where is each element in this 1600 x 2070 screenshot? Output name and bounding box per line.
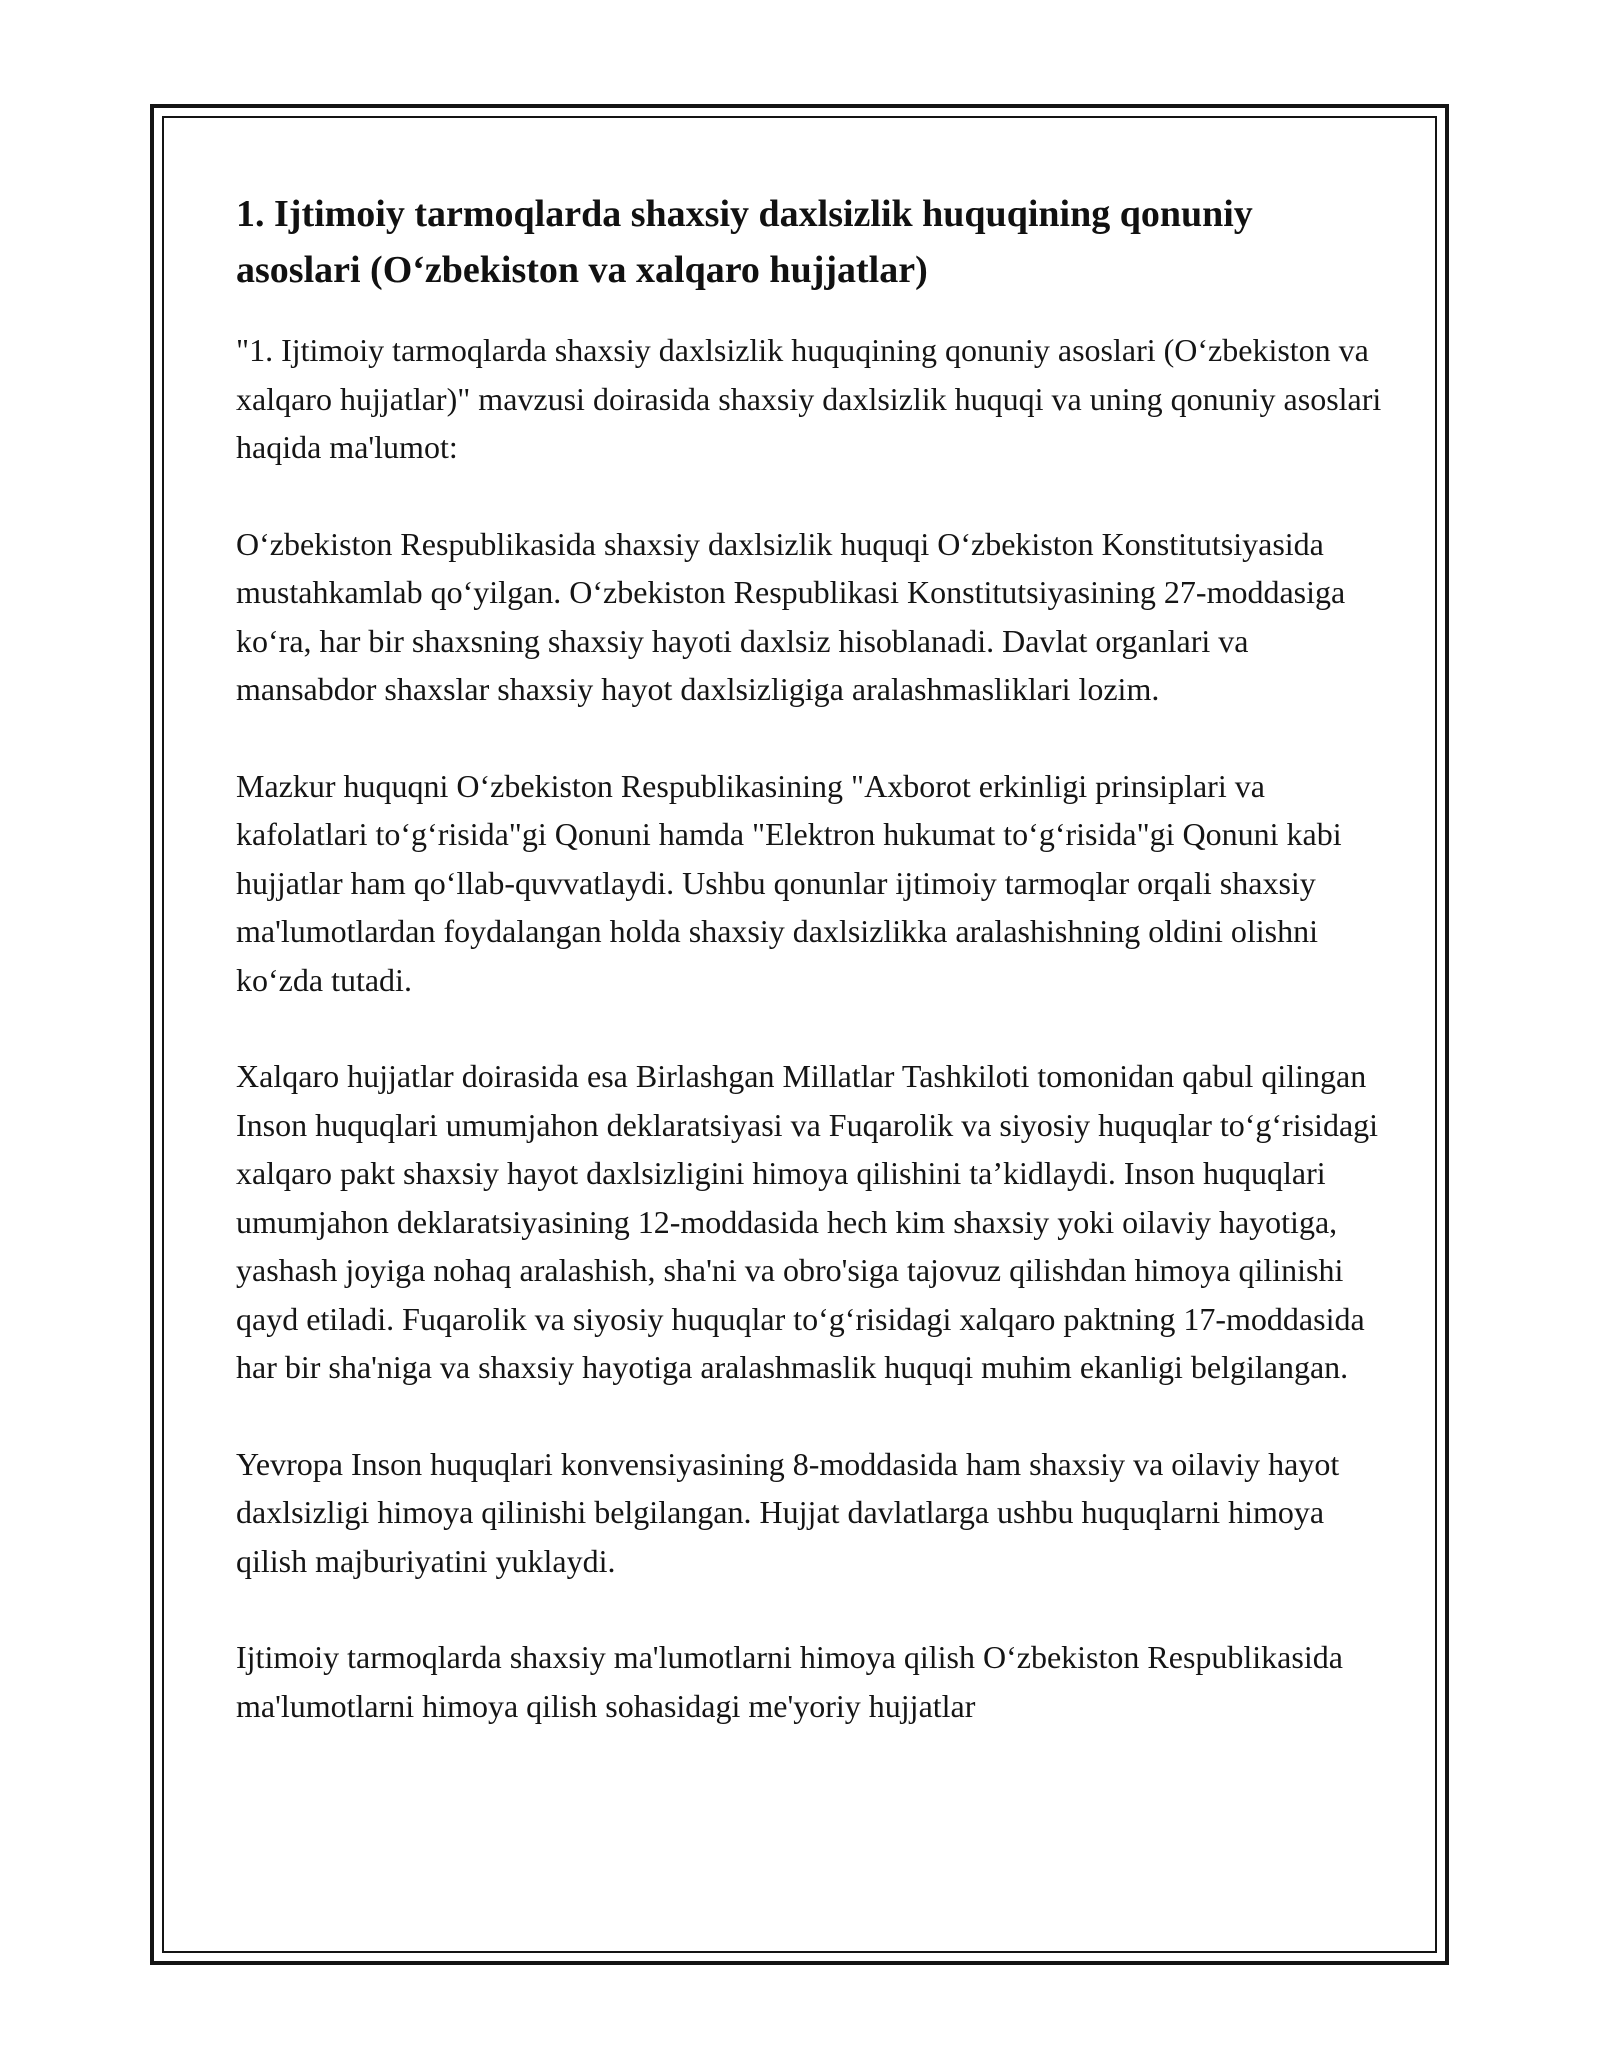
document-body	[236, 186, 1386, 1778]
paragraph-european-convention: Yevropa Inson huquqlari konvensiyasining 8-moddasida ham shaxsiy va oilaviy hayot daxlsizligi himoya qilinishi belgilangan. Hujjat davlatlarga ushbu huquqlarni himoya qilish majburiyatini yuklaydi.	[236, 1445, 1340, 1579]
paragraph-intro: "1. Ijtimoiy tarmoqlarda shaxsiy daxlsizlik huquqining qonuniy asoslari (O‘zbekiston va xalqaro hujjatlar)" mavzusi doirasida shaxsiy daxlsizlik huquqi va uning qonuniy asoslari haqida ma'lumot:	[236, 332, 1382, 465]
paragraph-uzbekistan-constitution: O‘zbekiston Respublikasida shaxsiy daxlsizlik huquqi O‘zbekiston Konstitutsiyasida mustahkamlab qo‘yilgan. O‘zbekiston Respublikasi Konstitutsiyasining 27-moddasiga ko‘ra, har bir shaxsning shaxsiy hayoti daxlsiz hisoblanadi. Davlat organlari va mansabdor shaxslar shaxsiy hayot daxlsizligiga aralashmasliklari lozim.	[236, 525, 1346, 707]
paragraph-national-laws: Mazkur huquqni O‘zbekiston Respublikasining "Axborot erkinligi prinsiplari va kafolatlari to‘g‘risida"gi Qonuni hamda "Elektron hukumat to‘g‘risida"gi Qonuni kabi hujjatlar ham qo‘llab-quvvatlaydi. Ushbu qonunlar ijtimoiy tarmoqlar orqali shaxsiy ma'lumotlardan foydalangan holda shaxsiy daxlsizlikka aralashishning oldini olishni ko‘zda tutadi.	[236, 767, 1342, 998]
document-title: 1. Ijtimoiy tarmoqlarda shaxsiy daxlsizlik huquqining qonuniy asoslari (O‘zbekiston va xalqaro hujjatlar)	[236, 193, 1253, 291]
paragraph-international-documents: Xalqaro hujjatlar doirasida esa Birlashgan Millatlar Tashkiloti tomonidan qabul qilingan Inson huquqlari umumjahon deklaratsiyasi va Fuqarolik va siyosiy huquqlar to‘g‘risidagi xalqaro pakt shaxsiy hayot daxlsizligini himoya qilishini ta’kidlaydi. Inson huquqlari umumjahon deklaratsiyasining 12-moddasida hech kim shaxsiy yoki oilaviy hayotiga, yashash joyiga nohaq aralashish, sha'ni va obro'siga tajovuz qilishdan himoya qilinishi qayd etiladi. Fuqarolik va siyosiy huquqlar to‘g‘risidagi xalqaro paktning 17-moddasida har bir sha'niga va shaxsiy hayotiga aralashmaslik huquqi muhim ekanligi belgilangan.	[236, 1058, 1379, 1385]
paragraph-social-networks: Ijtimoiy tarmoqlarda shaxsiy ma'lumotlarni himoya qilish O‘zbekiston Respublikasida ma'lumotlarni himoya qilish sohasidagi me'yoriy hujjatlar	[236, 1639, 1343, 1724]
